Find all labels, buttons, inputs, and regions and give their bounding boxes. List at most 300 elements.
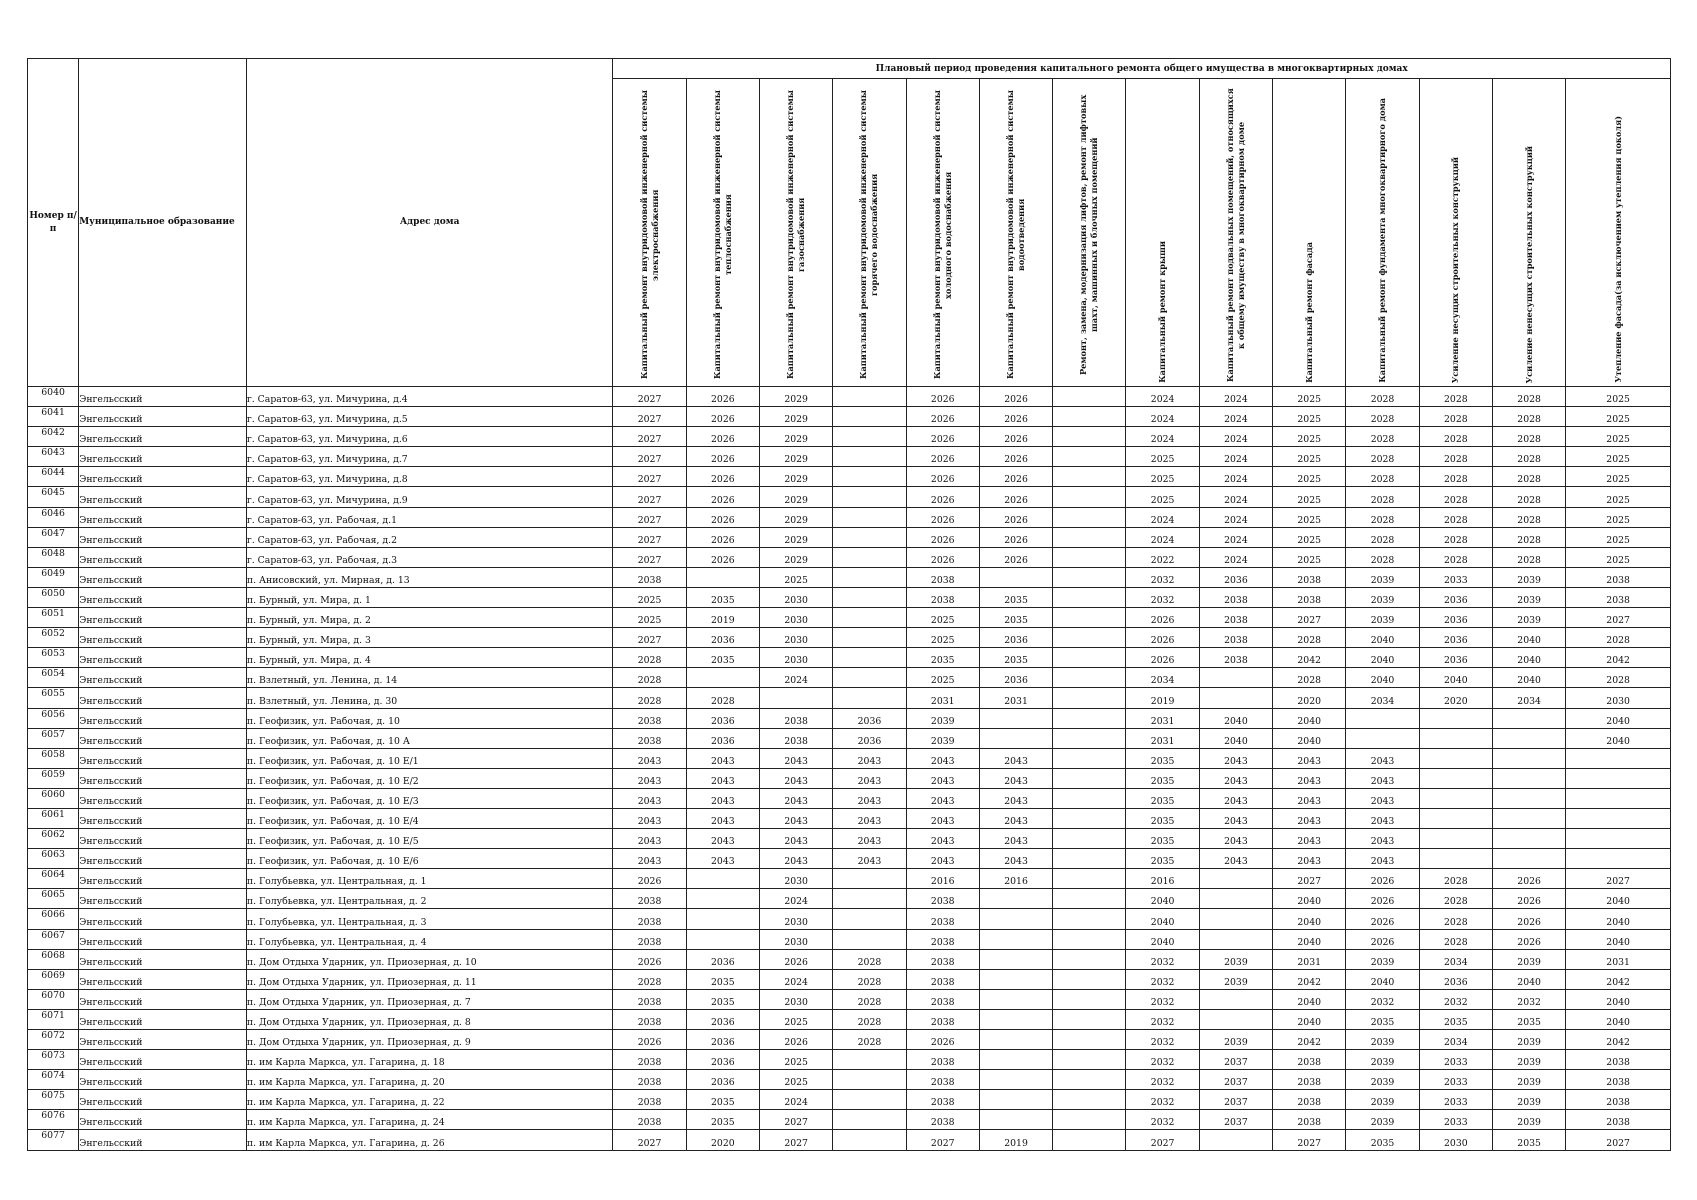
row-year-cell [1419, 788, 1492, 808]
row-year-cell: 2035 [686, 1110, 759, 1130]
row-year-cell: 2024 [1199, 507, 1272, 527]
row-year-cell: 2042 [1566, 969, 1671, 989]
row-municipality: Энгельсский [79, 1030, 247, 1050]
row-address: п. Взлетный, ул. Ленина, д. 14 [246, 668, 613, 688]
row-municipality: Энгельсский [79, 648, 247, 668]
row-year-cell: 2038 [906, 567, 979, 587]
header-work-type [1419, 79, 1492, 387]
row-year-cell [1419, 768, 1492, 788]
header-work-type [686, 79, 759, 387]
table-row [28, 728, 1671, 748]
row-address: п. Геофизик, ул. Рабочая, д. 10 Е/2 [246, 768, 613, 788]
row-number: 6048 [28, 547, 79, 567]
row-number: 6066 [28, 909, 79, 929]
row-number: 6049 [28, 567, 79, 587]
row-address: п. им Карла Маркса, ул. Гагарина, д. 18 [246, 1050, 613, 1070]
row-year-cell: 2026 [1126, 648, 1199, 668]
row-year-cell [1053, 648, 1126, 668]
row-year-cell [979, 708, 1052, 728]
row-year-cell [979, 1050, 1052, 1070]
row-year-cell: 2038 [906, 1009, 979, 1029]
row-number: 6045 [28, 487, 79, 507]
row-year-cell [833, 1070, 906, 1090]
row-year-cell: 2037 [1199, 1050, 1272, 1070]
row-year-cell [833, 688, 906, 708]
row-year-cell [1199, 688, 1272, 708]
row-year-cell: 2036 [686, 1050, 759, 1070]
row-year-cell: 2028 [613, 969, 686, 989]
row-year-cell [1053, 829, 1126, 849]
row-address: п. Взлетный, ул. Ленина, д. 30 [246, 688, 613, 708]
row-year-cell: 2026 [1492, 909, 1565, 929]
row-municipality: Энгельсский [79, 748, 247, 768]
row-year-cell [1419, 728, 1492, 748]
row-year-cell [686, 889, 759, 909]
row-year-cell: 2026 [1346, 889, 1419, 909]
row-year-cell [979, 728, 1052, 748]
row-year-cell: 2038 [906, 949, 979, 969]
row-year-cell: 2039 [906, 708, 979, 728]
row-year-cell: 2028 [1566, 668, 1671, 688]
row-number: 6073 [28, 1050, 79, 1070]
row-year-cell [1199, 668, 1272, 688]
row-year-cell: 2031 [1126, 728, 1199, 748]
row-year-cell: 2024 [760, 1090, 833, 1110]
row-year-cell: 2036 [979, 628, 1052, 648]
row-number: 6075 [28, 1090, 79, 1110]
row-year-cell [1053, 949, 1126, 969]
row-year-cell [1346, 708, 1419, 728]
row-year-cell [833, 668, 906, 688]
row-year-cell: 2027 [613, 447, 686, 467]
row-year-cell: 2025 [1566, 467, 1671, 487]
row-year-cell: 2040 [1273, 989, 1346, 1009]
row-year-cell: 2038 [1273, 1110, 1346, 1130]
row-year-cell: 2026 [760, 949, 833, 969]
row-year-cell: 2027 [613, 547, 686, 567]
table-row [28, 387, 1671, 407]
row-year-cell: 2026 [686, 407, 759, 427]
row-year-cell: 2025 [1273, 407, 1346, 427]
row-year-cell [1053, 1110, 1126, 1130]
row-year-cell: 2025 [1566, 547, 1671, 567]
row-year-cell: 2024 [1126, 427, 1199, 447]
row-year-cell: 2026 [1346, 869, 1419, 889]
row-year-cell: 2029 [760, 387, 833, 407]
row-municipality: Энгельсский [79, 1050, 247, 1070]
row-municipality: Энгельсский [79, 1130, 247, 1150]
row-year-cell: 2025 [1273, 387, 1346, 407]
row-year-cell: 2028 [833, 969, 906, 989]
row-year-cell: 2028 [1346, 407, 1419, 427]
row-year-cell [1419, 808, 1492, 828]
row-year-cell: 2038 [613, 989, 686, 1009]
row-year-cell: 2043 [1199, 808, 1272, 828]
row-year-cell: 2016 [906, 869, 979, 889]
row-year-cell: 2039 [1346, 1070, 1419, 1090]
row-address: п. им Карла Маркса, ул. Гагарина, д. 26 [246, 1130, 613, 1150]
row-number: 6076 [28, 1110, 79, 1130]
row-year-cell: 2028 [1419, 507, 1492, 527]
row-year-cell: 2043 [686, 788, 759, 808]
row-year-cell: 2043 [760, 768, 833, 788]
row-municipality: Энгельсский [79, 567, 247, 587]
row-year-cell: 2039 [1492, 949, 1565, 969]
row-number: 6063 [28, 849, 79, 869]
row-year-cell: 2029 [760, 487, 833, 507]
table-row [28, 929, 1671, 949]
row-year-cell: 2025 [613, 587, 686, 607]
row-year-cell: 2038 [613, 1110, 686, 1130]
table-row [28, 829, 1671, 849]
row-year-cell [1053, 929, 1126, 949]
row-year-cell: 2025 [906, 608, 979, 628]
row-year-cell: 2026 [979, 387, 1052, 407]
row-year-cell: 2038 [613, 1070, 686, 1090]
row-year-cell: 2036 [686, 728, 759, 748]
row-municipality: Энгельсский [79, 387, 247, 407]
row-year-cell: 2038 [906, 989, 979, 1009]
row-number: 6059 [28, 768, 79, 788]
table-row [28, 768, 1671, 788]
row-year-cell: 2043 [979, 808, 1052, 828]
row-year-cell: 2027 [760, 1130, 833, 1150]
row-year-cell: 2037 [1199, 1090, 1272, 1110]
row-year-cell: 2038 [1199, 587, 1272, 607]
row-year-cell: 2028 [1492, 527, 1565, 547]
row-year-cell [1492, 788, 1565, 808]
row-year-cell [1053, 869, 1126, 889]
row-year-cell: 2038 [613, 1050, 686, 1070]
row-year-cell [1053, 688, 1126, 708]
table-row [28, 889, 1671, 909]
row-year-cell: 2035 [1126, 849, 1199, 869]
row-number: 6064 [28, 869, 79, 889]
row-year-cell: 2016 [1126, 869, 1199, 889]
row-year-cell: 2043 [1346, 788, 1419, 808]
row-year-cell: 2028 [1419, 869, 1492, 889]
table-row [28, 688, 1671, 708]
row-year-cell: 2027 [613, 467, 686, 487]
row-address: г. Саратов-63, ул. Мичурина, д.9 [246, 487, 613, 507]
row-year-cell: 2037 [1199, 1070, 1272, 1090]
row-year-cell: 2043 [1199, 748, 1272, 768]
row-year-cell: 2042 [1566, 648, 1671, 668]
row-year-cell: 2024 [1126, 407, 1199, 427]
row-year-cell: 2026 [1126, 628, 1199, 648]
row-municipality: Энгельсский [79, 407, 247, 427]
row-year-cell: 2025 [1566, 487, 1671, 507]
row-year-cell: 2038 [1566, 1090, 1671, 1110]
row-year-cell [1053, 728, 1126, 748]
row-municipality: Энгельсский [79, 889, 247, 909]
row-year-cell: 2026 [1346, 909, 1419, 929]
row-year-cell [833, 507, 906, 527]
row-year-cell: 2024 [760, 889, 833, 909]
row-year-cell: 2030 [760, 587, 833, 607]
row-year-cell [833, 387, 906, 407]
row-year-cell: 2043 [979, 748, 1052, 768]
row-year-cell: 2028 [833, 989, 906, 1009]
row-year-cell [1566, 748, 1671, 768]
header-work-type [1273, 79, 1346, 387]
row-year-cell [833, 407, 906, 427]
row-number: 6062 [28, 829, 79, 849]
row-year-cell: 2038 [1566, 1050, 1671, 1070]
row-year-cell: 2040 [1419, 668, 1492, 688]
row-year-cell [979, 969, 1052, 989]
row-year-cell: 2028 [1419, 387, 1492, 407]
row-year-cell: 2020 [1419, 688, 1492, 708]
row-year-cell: 2035 [686, 969, 759, 989]
row-year-cell: 2043 [833, 808, 906, 828]
row-year-cell: 2038 [613, 1090, 686, 1110]
row-year-cell: 2024 [1199, 527, 1272, 547]
row-year-cell: 2043 [1273, 808, 1346, 828]
row-municipality: Энгельсский [79, 1110, 247, 1130]
row-number: 6068 [28, 949, 79, 969]
row-year-cell: 2026 [979, 467, 1052, 487]
row-year-cell: 2025 [1566, 427, 1671, 447]
row-year-cell [1346, 728, 1419, 748]
row-number: 6071 [28, 1009, 79, 1029]
row-year-cell: 2043 [1199, 829, 1272, 849]
row-year-cell [1053, 387, 1126, 407]
row-year-cell: 2038 [906, 1070, 979, 1090]
row-year-cell: 2028 [833, 1009, 906, 1029]
row-municipality: Энгельсский [79, 688, 247, 708]
row-year-cell: 2024 [760, 969, 833, 989]
row-year-cell: 2043 [1199, 849, 1272, 869]
row-year-cell: 2032 [1126, 1090, 1199, 1110]
row-year-cell: 2026 [979, 527, 1052, 547]
row-year-cell: 2027 [1566, 608, 1671, 628]
row-year-cell: 2040 [1492, 628, 1565, 648]
row-year-cell [1053, 1050, 1126, 1070]
row-year-cell [1053, 909, 1126, 929]
row-year-cell [1053, 567, 1126, 587]
row-year-cell: 2025 [1273, 487, 1346, 507]
row-address: г. Саратов-63, ул. Рабочая, д.3 [246, 547, 613, 567]
row-year-cell: 2040 [1566, 929, 1671, 949]
row-year-cell [686, 567, 759, 587]
row-municipality: Энгельсский [79, 788, 247, 808]
row-year-cell: 2043 [979, 829, 1052, 849]
row-year-cell: 2036 [686, 1030, 759, 1050]
row-municipality: Энгельсский [79, 1090, 247, 1110]
row-year-cell: 2028 [613, 648, 686, 668]
row-year-cell [833, 929, 906, 949]
row-year-cell: 2038 [613, 929, 686, 949]
row-year-cell: 2028 [1419, 407, 1492, 427]
row-year-cell [833, 587, 906, 607]
row-municipality: Энгельсский [79, 547, 247, 567]
row-year-cell: 2028 [1419, 889, 1492, 909]
header-work-type [906, 79, 979, 387]
row-year-cell: 2029 [760, 507, 833, 527]
row-year-cell: 2043 [613, 829, 686, 849]
row-number: 6053 [28, 648, 79, 668]
row-year-cell: 2036 [1199, 567, 1272, 587]
row-year-cell: 2040 [1566, 708, 1671, 728]
row-address: п. Бурный, ул. Мира, д. 2 [246, 608, 613, 628]
row-year-cell: 2029 [760, 427, 833, 447]
row-year-cell: 2040 [1273, 909, 1346, 929]
row-year-cell [1053, 447, 1126, 467]
row-year-cell: 2026 [613, 1030, 686, 1050]
row-year-cell: 2038 [906, 929, 979, 949]
row-year-cell [1199, 1130, 1272, 1150]
row-year-cell: 2027 [760, 1110, 833, 1130]
row-year-cell: 2032 [1346, 989, 1419, 1009]
row-year-cell: 2038 [613, 708, 686, 728]
row-year-cell: 2040 [1566, 1009, 1671, 1029]
row-year-cell: 2039 [1346, 567, 1419, 587]
row-year-cell [979, 1030, 1052, 1050]
row-year-cell: 2036 [1419, 587, 1492, 607]
table-row [28, 909, 1671, 929]
row-year-cell: 2043 [686, 829, 759, 849]
row-year-cell: 2043 [979, 768, 1052, 788]
row-year-cell: 2035 [1346, 1130, 1419, 1150]
header-work-type [1566, 79, 1671, 387]
row-year-cell: 2028 [1492, 387, 1565, 407]
row-year-cell: 2035 [979, 648, 1052, 668]
row-year-cell: 2037 [1199, 1110, 1272, 1130]
table-row [28, 788, 1671, 808]
row-year-cell: 2038 [1273, 1090, 1346, 1110]
row-year-cell [1199, 909, 1272, 929]
row-year-cell: 2034 [1419, 1030, 1492, 1050]
table-row [28, 547, 1671, 567]
row-municipality: Энгельсский [79, 608, 247, 628]
row-number: 6077 [28, 1130, 79, 1150]
row-year-cell: 2028 [1419, 427, 1492, 447]
row-year-cell [979, 1070, 1052, 1090]
row-year-cell: 2043 [1346, 748, 1419, 768]
row-year-cell: 2032 [1126, 587, 1199, 607]
table-row [28, 668, 1671, 688]
row-year-cell [979, 1009, 1052, 1029]
row-municipality: Энгельсский [79, 447, 247, 467]
row-year-cell: 2028 [1346, 387, 1419, 407]
row-year-cell: 2035 [1126, 808, 1199, 828]
row-year-cell: 2027 [1126, 1130, 1199, 1150]
row-year-cell: 2043 [1273, 788, 1346, 808]
row-year-cell: 2043 [906, 808, 979, 828]
row-year-cell [1053, 788, 1126, 808]
header-work-type [1346, 79, 1419, 387]
row-municipality: Энгельсский [79, 768, 247, 788]
row-year-cell: 2024 [1126, 527, 1199, 547]
row-municipality: Энгельсский [79, 929, 247, 949]
row-year-cell: 2034 [1419, 949, 1492, 969]
row-year-cell [833, 608, 906, 628]
row-year-cell: 2038 [1566, 587, 1671, 607]
row-municipality: Энгельсский [79, 1009, 247, 1029]
row-year-cell: 2036 [686, 1009, 759, 1029]
row-year-cell: 2040 [1346, 969, 1419, 989]
row-number: 6056 [28, 708, 79, 728]
header-address: Адрес дома [246, 59, 613, 387]
row-year-cell: 2043 [760, 748, 833, 768]
row-year-cell: 2039 [906, 728, 979, 748]
row-year-cell: 2035 [686, 648, 759, 668]
header-work-type [760, 79, 833, 387]
header-work-type-label: Капитальный ремонт внутридомовой инженерной системы водоотведения [1005, 90, 1027, 380]
row-year-cell: 2036 [979, 668, 1052, 688]
row-year-cell: 2031 [979, 688, 1052, 708]
row-address: п. Геофизик, ул. Рабочая, д. 10 Е/1 [246, 748, 613, 768]
row-year-cell: 2038 [1199, 608, 1272, 628]
row-year-cell [979, 567, 1052, 587]
table-row [28, 949, 1671, 969]
row-year-cell: 2043 [906, 849, 979, 869]
row-year-cell: 2032 [1126, 1009, 1199, 1029]
row-municipality: Энгельсский [79, 507, 247, 527]
row-year-cell: 2036 [833, 708, 906, 728]
row-year-cell: 2026 [686, 467, 759, 487]
row-year-cell [1053, 989, 1126, 1009]
row-year-cell: 2043 [833, 748, 906, 768]
row-municipality: Энгельсский [79, 527, 247, 547]
row-year-cell: 2043 [686, 808, 759, 828]
row-year-cell: 2032 [1419, 989, 1492, 1009]
row-year-cell: 2038 [906, 1110, 979, 1130]
row-year-cell: 2026 [979, 427, 1052, 447]
row-year-cell: 2024 [1199, 467, 1272, 487]
row-year-cell: 2028 [1346, 447, 1419, 467]
row-year-cell: 2035 [1126, 768, 1199, 788]
row-address: п. Геофизик, ул. Рабочая, д. 10 Е/5 [246, 829, 613, 849]
row-year-cell: 2035 [906, 648, 979, 668]
row-year-cell: 2036 [686, 628, 759, 648]
row-year-cell: 2040 [1126, 909, 1199, 929]
row-year-cell [979, 949, 1052, 969]
row-year-cell: 2036 [686, 949, 759, 969]
row-year-cell: 2028 [1492, 407, 1565, 427]
header-work-type [1053, 79, 1126, 387]
table-body [28, 387, 1671, 1151]
table-row [28, 708, 1671, 728]
row-year-cell: 2043 [1273, 849, 1346, 869]
row-year-cell: 2043 [613, 788, 686, 808]
row-year-cell: 2027 [613, 527, 686, 547]
table-row [28, 608, 1671, 628]
row-year-cell [1053, 608, 1126, 628]
row-year-cell: 2024 [760, 668, 833, 688]
row-year-cell: 2028 [686, 688, 759, 708]
row-year-cell: 2031 [1566, 949, 1671, 969]
row-municipality: Энгельсский [79, 949, 247, 969]
row-year-cell: 2038 [906, 969, 979, 989]
row-address: п. Голубьевка, ул. Центральная, д. 4 [246, 929, 613, 949]
header-municipality: Муниципальное образование [79, 59, 247, 387]
row-year-cell: 2043 [833, 849, 906, 869]
row-year-cell [1053, 1130, 1126, 1150]
row-year-cell [833, 567, 906, 587]
row-year-cell: 2039 [1492, 1070, 1565, 1090]
row-year-cell: 2026 [686, 527, 759, 547]
row-year-cell [833, 447, 906, 467]
row-year-cell: 2025 [1273, 547, 1346, 567]
table-row [28, 407, 1671, 427]
row-year-cell: 2028 [1419, 467, 1492, 487]
row-year-cell: 2035 [1419, 1009, 1492, 1029]
row-year-cell [1053, 748, 1126, 768]
table-row [28, 527, 1671, 547]
row-year-cell: 2033 [1419, 567, 1492, 587]
